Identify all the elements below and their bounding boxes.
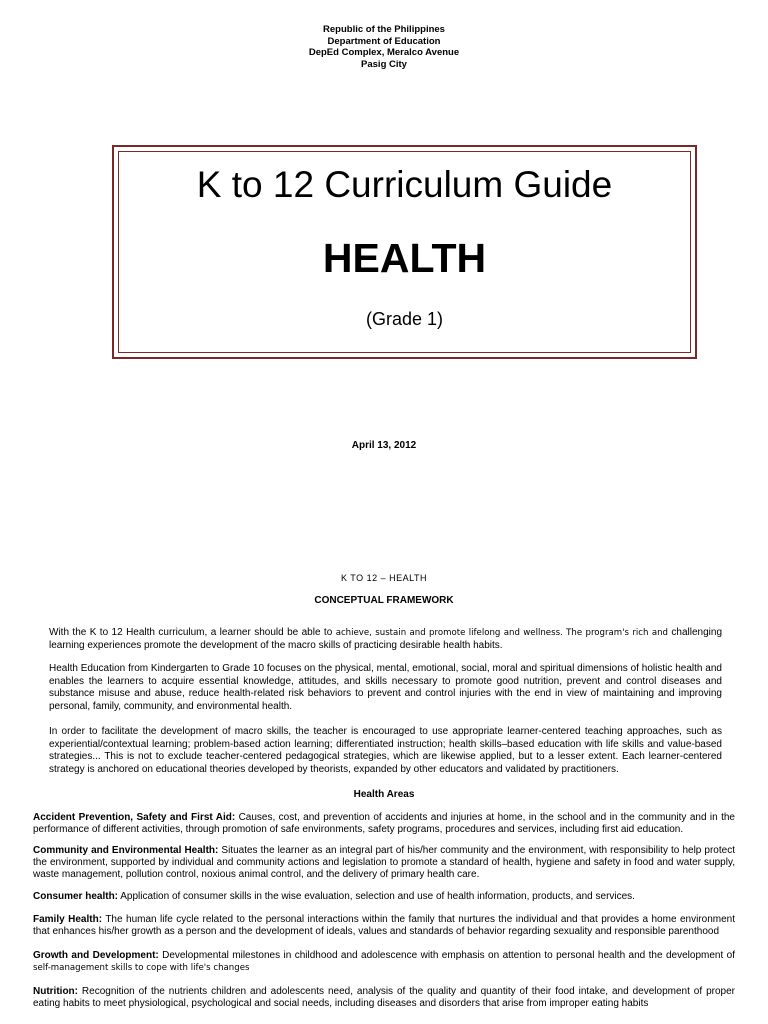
health-area-text-alt: self-management skills to cope with life's changes — [33, 962, 250, 973]
health-area-text: Application of consumer skills in the wise evaluation, selection and use of health information, products, and services. — [118, 891, 635, 902]
title-box — [112, 145, 697, 359]
paragraph-intro-part1: With the K to 12 Health curriculum, a learner should be able to — [49, 627, 336, 638]
header-republic: Republic of the Philippines — [323, 24, 445, 35]
health-area-text: The human life cycle related to the personal interactions within the family that nurtures the individual and that provides a home environment that enhances his/her growth as a person and the development of ideals, values and standards of behavior regarding sexuality and responsible parenthood — [33, 914, 735, 937]
health-area-text: Situates the learner as an integral part of his/her community and the environment, with responsibility to help protect the environment, supported by individual and community actions and legislation to promote a standard of health, hygiene and safety in food and water supply, waste management, pollution control, noxious animal control, and the delivery of primary health care. — [33, 845, 735, 880]
header-city: Pasig City — [361, 58, 407, 70]
document-date: April 13, 2012 — [351, 440, 417, 451]
health-area-term: Nutrition: — [33, 986, 78, 997]
health-area-term: Growth and Development: — [33, 950, 159, 961]
health-area-text: Causes, cost, and prevention of accidents and injuries at home, in the school and in the community and in the performance of different activities, through promotion of safe environments, safety programs, procedures and services, including first aid education. — [33, 812, 735, 835]
header-department: Department of Education — [327, 35, 441, 47]
paragraph-intro — [49, 627, 722, 652]
section-title: CONCEPTUAL FRAMEWORK — [314, 595, 454, 606]
health-area-item — [33, 845, 735, 880]
health-area-item — [33, 812, 735, 836]
health-area-item — [33, 891, 735, 903]
paragraph-intro-part2: achieve, sustain and promote lifelong and wellness. The program's rich and — [335, 628, 668, 638]
paragraph-intro-part3: challenging learning experiences promote the development of the macro skills of practicing desirable health habits. — [49, 627, 723, 651]
subject-title: HEALTH — [322, 235, 487, 281]
health-area-item — [33, 950, 735, 975]
paragraph-health-education: Health Education from Kindergarten to Grade 10 focuses on the physical, mental, emotional, social, moral and spiritual dimensions of holistic health and enables the learners to acquire essential knowledge, attitudes, and skills necessary to promote good nutrition, prevent and control diseases and substance misuse and abuse, reduce health-related risk behaviors to prevent and control injuries with the end in view of maintaining and improving personal, family, community, and environmental health. — [49, 663, 722, 712]
health-area-term: Consumer health: — [33, 891, 119, 902]
health-area-item — [33, 914, 735, 938]
grade-label: (Grade 1) — [365, 309, 444, 329]
health-area-text: Developmental milestones in childhood and adolescence with emphasis on attention to personal health and the development of — [158, 950, 735, 961]
health-area-term: Accident Prevention, Safety and First Aid: — [33, 812, 236, 823]
health-area-term: Community and Environmental Health: — [33, 845, 219, 856]
document-header — [0, 24, 768, 70]
health-area-text: Recognition of the nutrients children and adolescents need, analysis of the quality and quantity of their food intake, and development of proper eating habits to meet physiological, psychological and social needs, including diseases and disorders that arise from improper eating habits — [33, 986, 735, 1009]
health-area-term: Family Health: — [33, 914, 103, 925]
header-address: DepEd Complex, Meralco Avenue — [308, 47, 460, 58]
health-areas-title: Health Areas — [353, 789, 415, 800]
guide-title: K to 12 Curriculum Guide — [196, 164, 613, 205]
health-area-item — [33, 986, 735, 1010]
paragraph-teaching-approaches: In order to facilitate the development of macro skills, the teacher is encouraged to use appropriate learner-centered teaching approaches, such as experiential/contextual learning; problem-based action learning; differentiated instruction; health skills–based education with life skills and value-based strategies... This is not to exclude teacher-centered pedagogical strategies, which are likewise applied, but to a lesser extent. Each learner-centered strategy is anchored on educational theories developed by theorists, expanded by other educators and validated by practitioners. — [49, 726, 722, 775]
running-head: K TO 12 – HEALTH — [340, 573, 428, 583]
